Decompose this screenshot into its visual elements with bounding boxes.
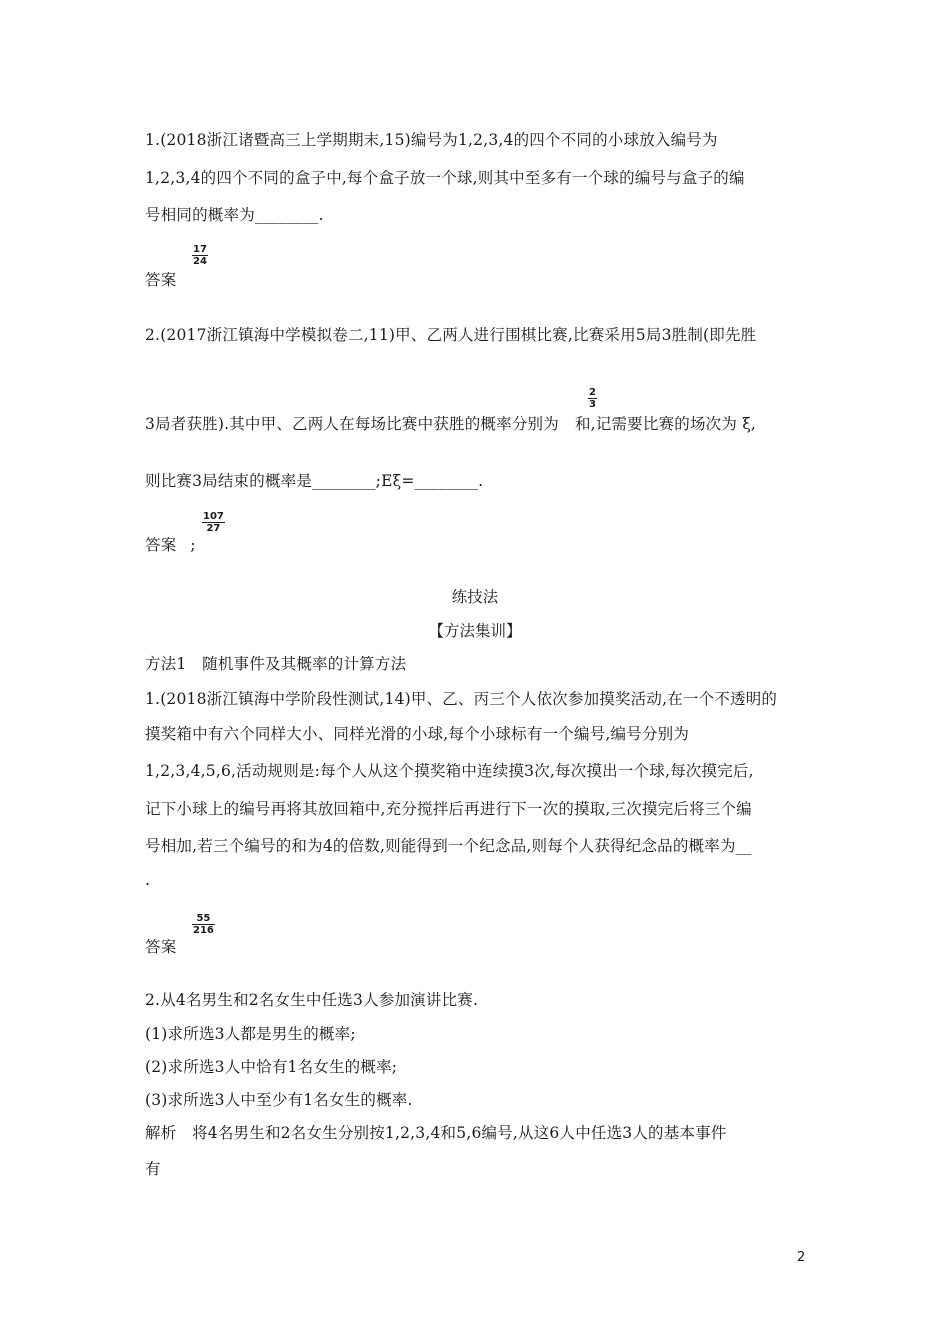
problem4-line5: 解析 将4名男生和2名女生分别按1,2,3,4和5,6编号,从这6人中任选3人的基本事件 [145, 1124, 727, 1142]
problem3-answer-label: 答案 [145, 938, 177, 956]
problem1-line1: 1.(2018浙江诸暨高三上学期期末,15)编号为1,2,3,4的四个不同的小球放入编号为 [145, 131, 718, 149]
problem4-line6: 有 [145, 1160, 161, 1178]
section-subtitle: 【方法集训】 [428, 622, 522, 640]
problem3-answer-fraction [192, 913, 215, 936]
fraction-denominator: 24 [193, 256, 207, 267]
fraction-numerator: 17 [193, 244, 207, 255]
problem1-line2: 1,2,3,4的四个不同的盒子中,每个盒子放一个球,则其中至多有一个球的编号与盒子的编 [145, 169, 745, 187]
method-heading: 方法1 随机事件及其概率的计算方法 [145, 655, 407, 673]
problem2-answer-label [145, 533, 196, 555]
problem4-line3: (2)求所选3人中恰有1名女生的概率; [145, 1058, 398, 1076]
problem4-line1: 2.从4名男生和2名女生中任选3人参加演讲比赛. [145, 991, 479, 1009]
problem1-line3: 号相同的概率为________. [145, 206, 324, 224]
problem4-line2: (1)求所选3人都是男生的概率; [145, 1025, 356, 1043]
problem3-line6: . [145, 871, 151, 889]
fraction-denominator: 3 [589, 399, 596, 410]
problem3-line4: 记下小球上的编号再将其放回箱中,充分搅拌后再进行下一次的摸取,三次摸完后将三个编 [145, 800, 752, 818]
page-number: 2 [797, 1250, 806, 1265]
problem2-line3: 则比赛3局结束的概率是________;Eξ=________. [145, 472, 484, 490]
fraction-numerator: 2 [589, 387, 596, 398]
problem2-answer-fraction [202, 511, 225, 534]
fraction-denominator: 216 [193, 925, 214, 936]
problem3-line5: 号相加,若三个编号的和为4的倍数,则能得到一个纪念品,则每个人获得纪念品的概率为__ [145, 837, 752, 855]
answer-separator: ; [190, 536, 196, 554]
problem1-answer-label: 答案 [145, 271, 177, 289]
fraction-denominator: 27 [206, 523, 221, 534]
problem2-line2-part-b: 和,记需要比赛的场次为 ξ, [574, 415, 757, 433]
section-title: 练技法 [451, 588, 499, 606]
answer-label-text: 答案 [145, 536, 177, 554]
problem4-line4: (3)求所选3人中至少有1名女生的概率. [145, 1091, 413, 1109]
fraction-numerator: 107 [203, 511, 224, 522]
problem2-line2 [145, 412, 756, 434]
fraction-numerator: 55 [192, 913, 215, 925]
problem2-inline-fraction [588, 387, 597, 410]
problem3-line1: 1.(2018浙江镇海中学阶段性测试,14)甲、乙、丙三个人依次参加摸奖活动,在一个不透明的 [145, 690, 778, 708]
problem3-line3: 1,2,3,4,5,6,活动规则是:每个人从这个摸奖箱中连续摸3次,每次摸出一个球,每次摸完后, [145, 762, 754, 780]
problem3-line2: 摸奖箱中有六个同样大小、同样光滑的小球,每个小球标有一个编号,编号分别为 [145, 725, 690, 743]
problem2-line2-part-a: 3局者获胜).其中甲、乙两人在每场比赛中获胜的概率分别为 [145, 415, 559, 433]
problem1-answer-fraction [192, 244, 208, 267]
problem2-line1: 2.(2017浙江镇海中学模拟卷二,11)甲、乙两人进行围棋比赛,比赛采用5局3胜制(即先胜 [145, 326, 757, 344]
